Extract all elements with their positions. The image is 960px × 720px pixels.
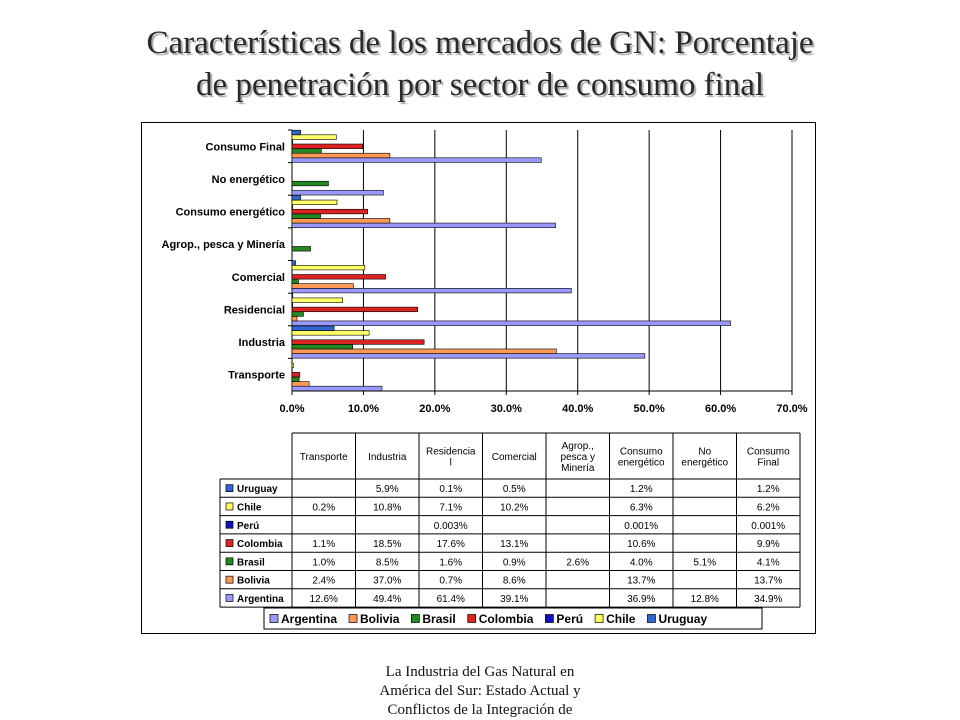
legend-key-peru [545, 615, 553, 623]
bar-colombia-industria [292, 340, 424, 345]
table-cell: 61.4% [436, 593, 465, 605]
table-cell: 39.1% [500, 593, 529, 605]
table-legend-key-bolivia [226, 576, 233, 583]
table-cell: 0.2% [312, 502, 336, 514]
bar-colombia-consumo-final [292, 144, 363, 149]
table-cell: 6.2% [756, 502, 780, 514]
table-cell: 34.9% [754, 593, 783, 605]
bar-brasil-comercial [292, 279, 298, 284]
table-cell: 10.8% [373, 502, 402, 514]
table-row-label: Uruguay [237, 484, 278, 496]
bar-chile-consumo-final [292, 135, 336, 140]
bar-chile-consumo-energetico [292, 200, 337, 205]
bar-uruguay-industria [292, 326, 334, 331]
bar-bolivia-industria [292, 349, 556, 354]
table-header: pesca y [560, 452, 595, 463]
bar-chile-comercial [292, 265, 365, 270]
bar-uruguay-consumo-final [292, 130, 301, 135]
table-row-label: Brasil [237, 557, 265, 569]
legend-key-colombia [468, 615, 476, 623]
table-cell: 10.6% [627, 539, 656, 551]
table-cell: 5.1% [693, 557, 717, 569]
x-tick-label: 50.0% [633, 403, 665, 415]
legend-key-argentina [270, 615, 278, 623]
bar-peru-consumo-energetico [292, 205, 293, 210]
footer-line-1: La Industria del Gas Natural en [385, 664, 575, 680]
table-header: Agrop., [561, 441, 594, 452]
bar-bolivia-consumo-energetico [292, 218, 390, 223]
table-cell: 36.9% [627, 593, 656, 605]
table-row-label: Chile [237, 502, 262, 514]
title-line-2: de penetración por sector de consumo final [195, 67, 765, 103]
table-header: Final [757, 457, 780, 469]
legend-key-chile [595, 615, 603, 623]
table-cell: 0.1% [439, 484, 463, 496]
bar-argentina-transporte [292, 386, 382, 391]
bar-argentina-industria [292, 354, 645, 359]
table-cell: 0.001% [751, 520, 786, 532]
table-row-label: Argentina [237, 593, 284, 605]
bar-uruguay-residencial [292, 293, 293, 298]
bar-brasil-transporte [292, 377, 299, 382]
bar-chile-transporte [292, 363, 293, 368]
bar-peru-residencial [292, 303, 293, 308]
table-cell: 1.1% [312, 539, 336, 551]
table-header: l [449, 457, 452, 469]
table-cell: 1.2% [756, 484, 780, 496]
x-tick-label: 60.0% [704, 403, 737, 415]
x-tick-label: 20.0% [419, 403, 451, 415]
legend-label-uruguay: Uruguay [658, 612, 708, 626]
page-title [0, 22, 960, 106]
chart-frame [141, 122, 816, 634]
table-header: Transporte [299, 452, 348, 463]
table-cell: 2.4% [312, 575, 336, 587]
bar-brasil-residencial [292, 312, 303, 317]
table-cell: 13.7% [754, 575, 783, 587]
table-header: Consumo [746, 446, 790, 458]
footer-caption [330, 663, 630, 720]
bar-colombia-consumo-energetico [292, 209, 368, 214]
table-header: No [698, 446, 712, 458]
bar-chile-industria [292, 331, 369, 336]
bar-colombia-comercial [292, 275, 386, 280]
bar-argentina-consumo-energetico [292, 223, 556, 228]
table-cell: 12.8% [690, 593, 719, 605]
bar-brasil-consumo-energetico [292, 214, 321, 219]
table-header: energético [617, 457, 665, 469]
table-row-label: Perú [237, 520, 260, 532]
table-cell: 6.3% [629, 502, 653, 514]
bar-brasil-agrop-pesca-y-mineria [292, 246, 311, 251]
y-tick-label: No energético [211, 173, 285, 186]
table-cell: 13.7% [627, 575, 656, 587]
table-cell: 1.0% [312, 557, 336, 569]
table-row-label: Colombia [237, 539, 283, 551]
legend-key-brasil [411, 615, 419, 623]
bar-argentina-residencial [292, 321, 731, 326]
table-cell: 8.6% [502, 575, 526, 587]
table-cell: 17.6% [436, 539, 465, 551]
table-cell: 18.5% [373, 539, 402, 551]
bar-argentina-comercial [292, 288, 571, 293]
bar-peru-consumo-final [292, 139, 293, 144]
legend-label-colombia: Colombia [478, 612, 534, 626]
x-tick-label: 0.0% [279, 403, 305, 415]
table-cell: 4.1% [756, 557, 780, 569]
table-cell: 4.0% [629, 557, 653, 569]
bar-chart [142, 123, 817, 635]
y-tick-label: Agrop., pesca y Minería [161, 239, 285, 252]
bar-argentina-consumo-final [292, 158, 541, 163]
bar-uruguay-consumo-energetico [292, 195, 301, 200]
legend-label-peru: Perú [556, 612, 584, 626]
legend-label-brasil: Brasil [422, 612, 456, 626]
bar-argentina-no-energetico [292, 190, 383, 195]
bar-brasil-no-energetico [292, 181, 328, 186]
table-header: Residencia [426, 446, 476, 458]
title-line-1: Características de los mercados de GN: Porcentaje [146, 25, 814, 61]
x-tick-label: 40.0% [562, 403, 594, 415]
bar-chile-residencial [292, 298, 343, 303]
table-cell: 49.4% [373, 593, 402, 605]
table-cell: 37.0% [373, 575, 402, 587]
x-tick-label: 30.0% [490, 403, 522, 415]
table-header: energético [681, 457, 729, 469]
table-cell: 8.5% [375, 557, 399, 569]
table-legend-key-brasil [226, 558, 233, 565]
bar-bolivia-comercial [292, 284, 353, 289]
table-cell: 0.7% [439, 575, 463, 587]
bar-colombia-residencial [292, 307, 418, 312]
y-tick-label: Transporte [228, 369, 285, 382]
bar-bolivia-residencial [292, 316, 297, 321]
bar-brasil-industria [292, 344, 353, 349]
legend-label-chile: Chile [606, 612, 636, 626]
table-cell: 0.003% [433, 520, 468, 532]
table-cell: 12.6% [309, 593, 338, 605]
table-cell: 0.5% [502, 484, 526, 496]
y-tick-label: Consumo energético [175, 206, 285, 219]
footer-line-3: Conflictos de la Integración de [387, 702, 573, 718]
table-header: Minería [561, 463, 595, 474]
legend-key-uruguay [647, 615, 655, 623]
table-legend-key-uruguay [226, 485, 233, 492]
table-header: Consumo [619, 446, 663, 458]
table-cell: 7.1% [439, 502, 463, 514]
table-cell: 1.2% [629, 484, 653, 496]
x-tick-label: 70.0% [776, 403, 808, 415]
y-tick-label: Residencial [223, 304, 285, 317]
bar-bolivia-consumo-final [292, 153, 390, 158]
footer-line-2: América del Sur: Estado Actual y [379, 683, 581, 699]
table-cell: 0.9% [502, 557, 526, 569]
table-cell: 5.9% [375, 484, 399, 496]
table-row-label: Bolivia [237, 575, 270, 587]
bar-uruguay-comercial [292, 261, 296, 266]
y-tick-label: Comercial [231, 271, 285, 284]
table-cell: 1.6% [439, 557, 463, 569]
legend-label-bolivia: Bolivia [360, 612, 400, 626]
y-tick-label: Consumo Final [205, 141, 285, 154]
table-cell: 13.1% [500, 539, 529, 551]
bar-bolivia-transporte [292, 382, 309, 387]
table-header: Industria [368, 452, 407, 463]
table-cell: 10.2% [500, 502, 529, 514]
table-legend-key-chile [226, 503, 233, 510]
table-legend-key-peru [226, 521, 233, 528]
table-cell: 2.6% [566, 557, 590, 569]
y-tick-label: Industria [238, 337, 285, 350]
table-cell: 9.9% [756, 539, 780, 551]
table-cell: 0.001% [624, 520, 659, 532]
table-legend-key-argentina [226, 594, 233, 601]
bar-colombia-transporte [292, 372, 300, 377]
legend-label-argentina: Argentina [281, 612, 338, 626]
legend-key-bolivia [349, 615, 357, 623]
table-legend-key-colombia [226, 540, 233, 547]
x-tick-label: 10.0% [347, 403, 380, 415]
bar-brasil-consumo-final [292, 149, 321, 154]
table-header: Comercial [491, 452, 537, 463]
